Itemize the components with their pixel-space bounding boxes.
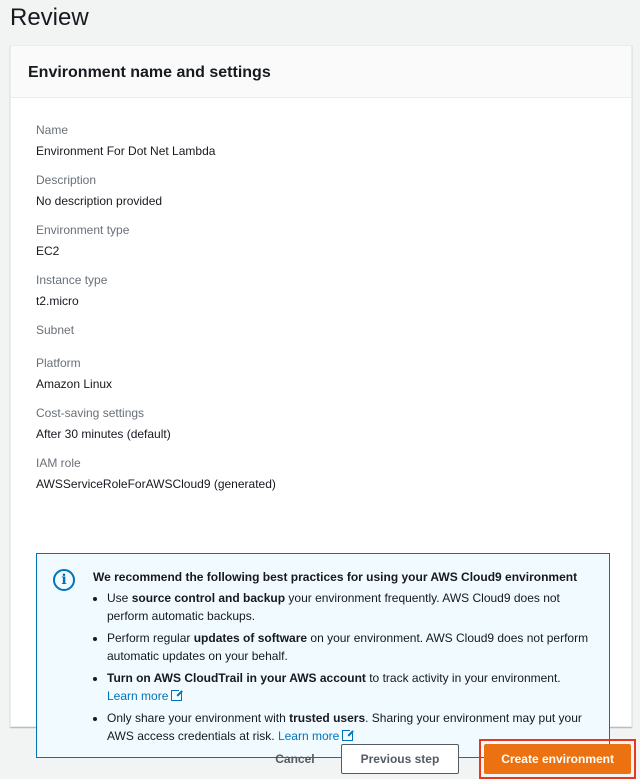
field-label: Subnet [36,323,75,337]
external-link-icon [342,730,353,741]
link-text: Learn more [107,689,169,703]
field-value: t2.micro [36,294,79,308]
panel-title: Environment name and settings [28,64,271,81]
field-value: EC2 [36,244,60,258]
field-label: Cost-saving settings [36,406,145,420]
field-label: Platform [36,356,81,370]
field-label: IAM role [36,456,81,470]
list-item [107,589,591,625]
item-text: Only share your environment with [107,711,290,725]
link-text: Learn more [277,729,340,743]
learn-more-sharing-link[interactable] [278,729,353,743]
wizard-actions [275,744,632,774]
info-icon: i [53,569,75,591]
previous-step-button[interactable]: Previous step [341,744,460,774]
field-value: Amazon Linux [36,377,113,391]
field-environment-type [36,222,129,259]
list-item [107,669,591,705]
field-value: Environment For Dot Net Lambda [36,144,216,158]
panel-header [11,46,631,98]
item-text: Use [107,591,132,605]
field-platform [36,355,112,392]
field-value: After 30 minutes (default) [36,427,171,441]
external-link-icon [171,690,182,701]
best-practices-alert [36,553,610,758]
item-emphasis: Turn on AWS CloudTrail in your AWS account [107,671,366,685]
alert-heading: We recommend the following best practices for using your AWS Cloud9 environment [93,570,578,584]
item-text: on your environment. AWS Cloud9 does not perform automatic updates on your behalf. [107,631,589,663]
item-emphasis: source control and backup [131,591,286,605]
field-value: AWSServiceRoleForAWSCloud9 (generated) [36,477,276,491]
create-environment-button[interactable]: Create environment [484,744,631,774]
page-title: Review [10,4,89,31]
item-emphasis: updates of software [193,631,308,645]
field-label: Environment type [36,223,130,237]
field-label: Description [36,173,97,187]
item-text: Perform regular [107,631,194,645]
item-text: your environment frequently. AWS Cloud9 does not perform automatic backups. [107,591,560,623]
item-emphasis: trusted users [289,711,366,725]
field-cost-saving [36,405,171,442]
cancel-button[interactable]: Cancel [275,744,340,774]
field-value: No description provided [36,194,163,208]
item-text: to track activity in your environment. [365,671,561,685]
item-text: . Sharing your environment may put your AWS access credentials at risk. [107,711,582,743]
learn-more-cloudtrail-link[interactable] [107,689,182,703]
field-description [36,172,162,209]
environment-settings-panel [10,45,632,743]
best-practices-list [93,589,591,745]
field-subnet [36,322,74,343]
field-label: Name [36,123,69,137]
field-label: Instance type [36,273,108,287]
field-name [36,122,215,159]
list-item [107,629,591,665]
field-iam-role [36,455,276,492]
field-instance-type [36,272,107,309]
highlight-frame [479,739,636,779]
